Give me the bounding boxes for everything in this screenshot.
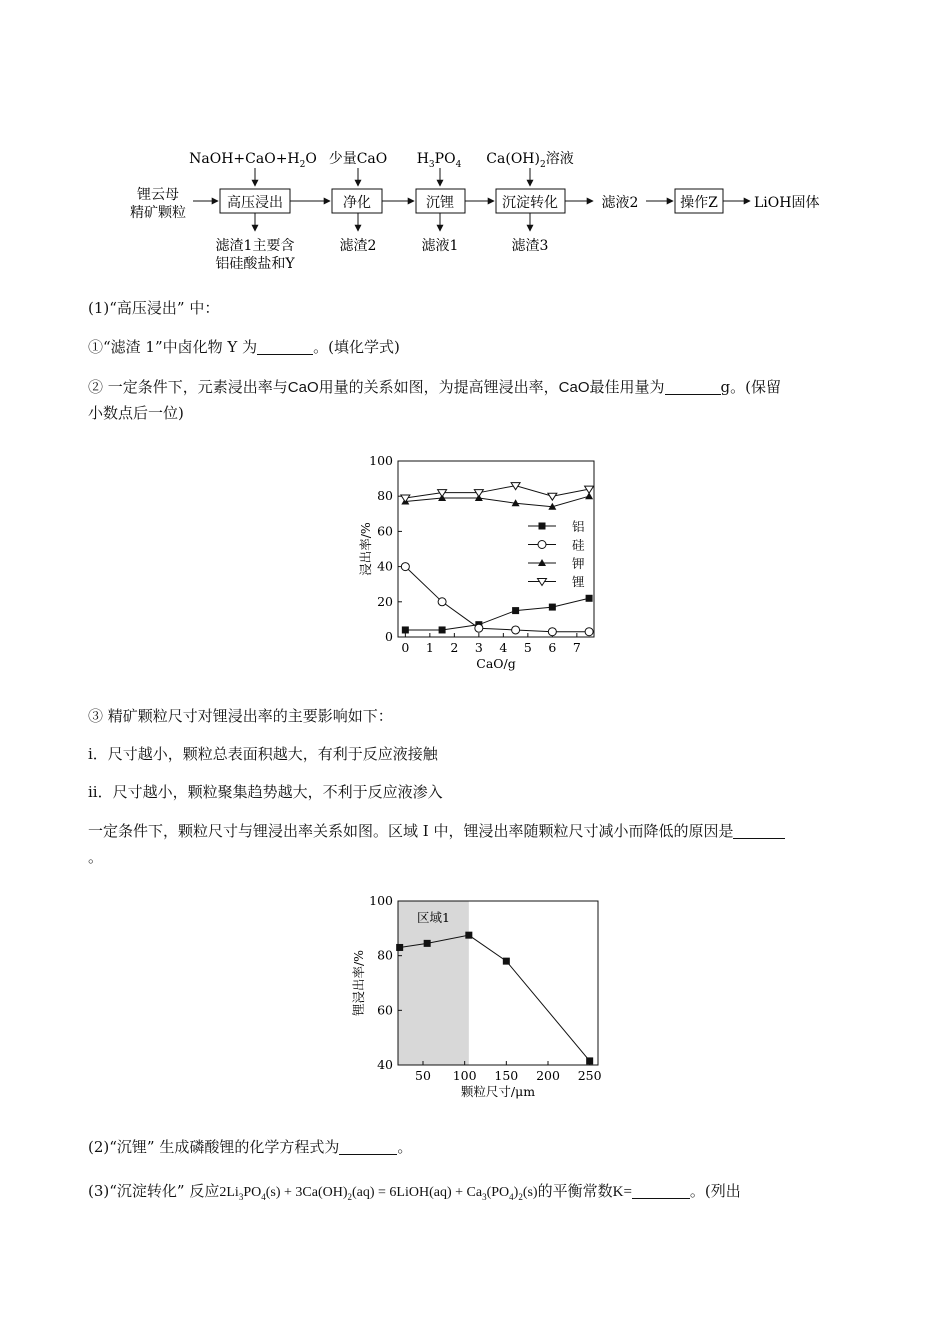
process-flowchart	[0, 0, 950, 280]
y-tick-label: 40	[377, 1057, 393, 1072]
q1-sub1: ①“滤渣 1”中卤化物 Y 为 。(填化学式)	[88, 338, 400, 356]
legend-label: 铝	[572, 519, 585, 534]
x-tick-label: 200	[536, 1068, 560, 1083]
x-tick-label: 7	[572, 640, 581, 655]
y-axis-label: 锂浸出率/%	[351, 949, 366, 1017]
x-tick-label: 50	[415, 1068, 431, 1083]
reagent-h3po4: $H_3PO_4$	[416, 151, 462, 170]
data-point	[503, 958, 510, 965]
q1-item-i: i．尺寸越小，颗粒总表面积越大，有利于反应液接触	[88, 745, 438, 763]
filtrate-1-label: 滤液1	[421, 238, 459, 254]
series-line	[405, 567, 589, 632]
q1-item-ii: ii．尺寸越小，颗粒聚集趋势越大，不利于反应液渗入	[88, 783, 443, 801]
series-line	[405, 486, 589, 498]
x-tick-label: 6	[548, 640, 557, 655]
step-operation-z: 操作Z	[680, 195, 718, 211]
data-point	[549, 604, 556, 611]
step-purify: 净化	[343, 195, 371, 211]
input-label-line2: 精矿颗粒	[130, 205, 186, 221]
x-tick-label: 3	[474, 640, 483, 655]
answer-blank	[257, 338, 313, 355]
input-label-line1: 锂云母	[137, 187, 179, 203]
x-tick-label: 5	[523, 640, 532, 655]
q1-sub2: ② 一定条件下，元素浸出率与CaO用量的关系如图，为提高锂浸出率，CaO最佳用量为 g。(保留	[88, 378, 781, 396]
shaded-region-label: 区域1	[416, 910, 450, 925]
data-point	[512, 626, 520, 634]
x-tick-label: 150	[494, 1068, 519, 1083]
q1-sub3: ③ 精矿颗粒尺寸对锂浸出率的主要影响如下：	[88, 707, 393, 725]
series-line	[405, 598, 589, 630]
shaded-region	[398, 901, 469, 1065]
reagent-naoh-cao-h2o: $NaOH+CaO+H_2O$	[189, 151, 317, 170]
y-tick-label: 100	[369, 453, 393, 468]
q1-heading: (1)“高压浸出” 中：	[88, 299, 220, 317]
data-point	[585, 628, 593, 636]
series-line	[405, 496, 589, 507]
legend-label: 锂	[572, 574, 585, 590]
data-point	[396, 944, 403, 951]
x-tick-label: 2	[450, 640, 459, 655]
y-tick-label: 0	[385, 629, 393, 644]
y-tick-label: 60	[377, 1002, 393, 1018]
data-point	[465, 932, 472, 939]
answer-blank	[733, 822, 785, 839]
reagent-cao: 少量CaO	[328, 151, 388, 167]
residue-3-label: 滤渣3	[511, 238, 549, 254]
data-point	[548, 493, 557, 500]
legend-marker	[538, 541, 546, 549]
filtrate-2-label: 滤液2	[601, 195, 639, 211]
q1-condition-end: 。	[88, 848, 104, 866]
q1-sub2-line2: 小数点后一位)	[88, 404, 184, 422]
product-lioh-label: LiOH固体	[754, 195, 820, 211]
data-point	[475, 624, 483, 632]
legend-marker	[539, 523, 546, 530]
residue-1-line1: 滤渣1主要含	[215, 238, 295, 254]
reagent-caoh2: $Ca(OH)_2$溶液	[486, 151, 574, 170]
cao-leach-rate-chart	[0, 450, 950, 690]
y-tick-label: 100	[369, 893, 393, 908]
y-tick-label: 80	[377, 947, 393, 963]
x-tick-label: 0	[401, 640, 410, 655]
y-axis-label: 浸出率/%	[358, 522, 373, 576]
x-tick-label: 1	[425, 640, 434, 655]
data-point	[586, 1057, 593, 1064]
x-tick-label: 4	[499, 640, 508, 655]
x-tick-label: 100	[452, 1068, 477, 1083]
y-tick-label: 60	[377, 523, 393, 539]
y-tick-label: 20	[377, 593, 393, 609]
y-tick-label: 40	[377, 558, 393, 574]
q3-text: (3)“沉淀转化” 反应$2Li_3PO_4(s) + 3Ca(OH)_2(aq)$ = 6LiOH(aq) + $Ca_3(PO_4)_2(s)$的平衡常数K= 。(列出	[88, 1182, 741, 1202]
q1-condition: 一定条件下，颗粒尺寸与锂浸出率关系如图。区域 I 中，锂浸出率随颗粒尺寸减小而降低的原因是	[88, 820, 785, 842]
particle-size-chart	[0, 888, 950, 1118]
q2-text: (2)“沉锂” 生成磷酸锂的化学方程式为 。	[88, 1138, 413, 1156]
conversion-equation: $2Li_3PO_4(s) + 3Ca(OH)_2(aq)$ = 6LiOH(aq) + $Ca_3(PO_4)_2(s)$	[219, 1185, 538, 1202]
step-precipitate-li: 沉锂	[426, 195, 454, 211]
data-point	[401, 563, 409, 571]
answer-blank	[665, 378, 721, 395]
step-precipitate-conversion: 沉淀转化	[502, 195, 558, 211]
data-point	[402, 626, 409, 633]
data-point	[586, 595, 593, 602]
legend-label: 硅	[572, 537, 585, 553]
answer-blank	[632, 1182, 690, 1199]
answer-blank	[339, 1138, 397, 1155]
data-point	[424, 940, 431, 947]
x-axis-label: 颗粒尺寸/μm	[460, 1084, 536, 1099]
data-point	[438, 598, 446, 606]
y-tick-label: 80	[377, 488, 393, 504]
x-axis-label: CaO/g	[476, 656, 516, 671]
residue-1-line2: 铝硅酸盐和Y	[215, 256, 295, 272]
x-tick-label: 250	[577, 1068, 602, 1083]
residue-2-label: 滤渣2	[339, 238, 377, 254]
legend-label: 钾	[572, 556, 585, 571]
data-point	[548, 628, 556, 636]
plot-frame	[398, 461, 594, 637]
data-point	[512, 607, 519, 614]
step-high-pressure-leach: 高压浸出	[227, 195, 283, 211]
data-point	[439, 626, 446, 633]
